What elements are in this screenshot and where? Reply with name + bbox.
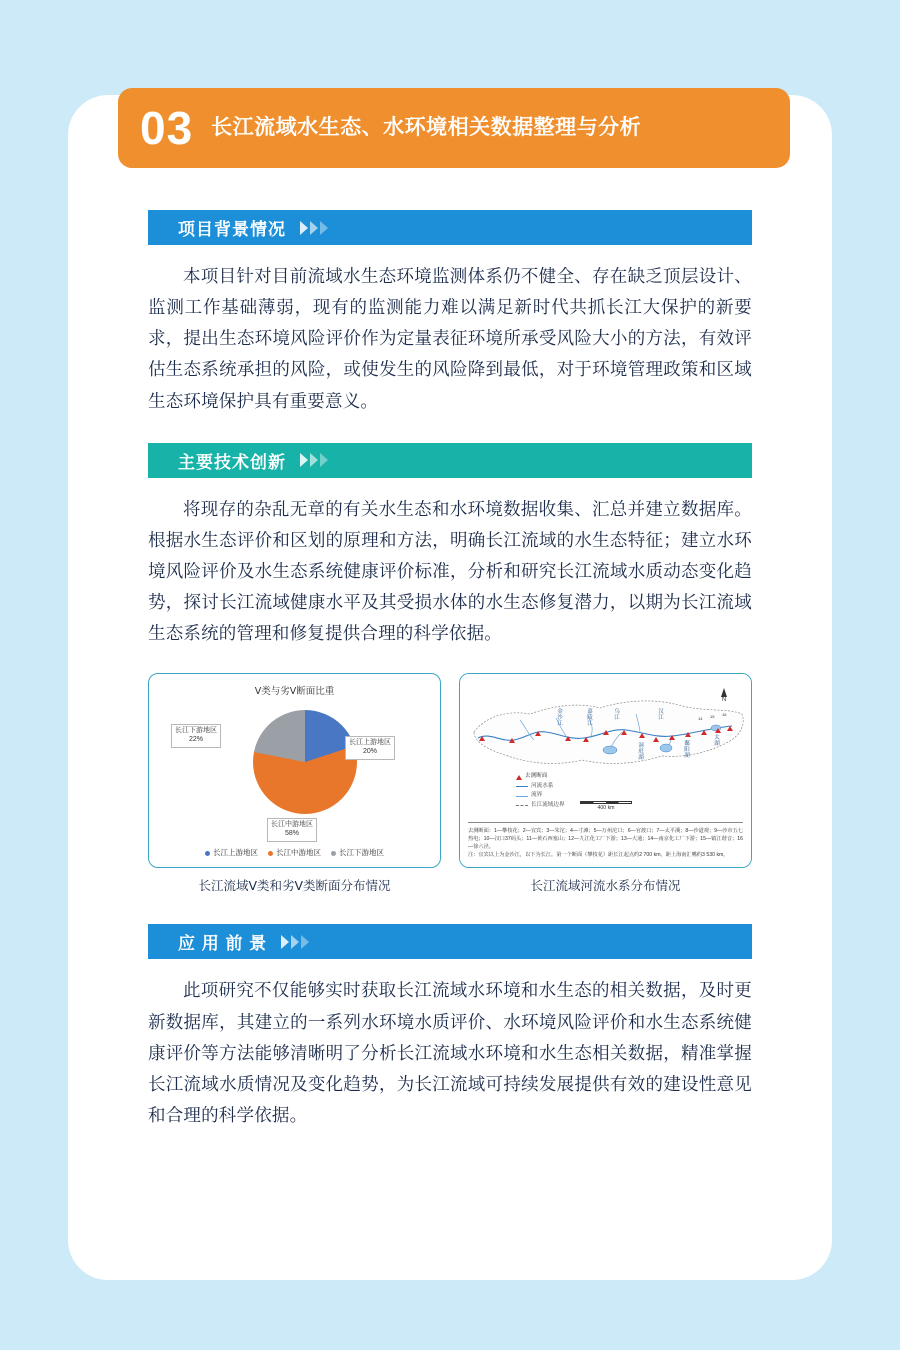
scale-bar-label: 400 km bbox=[597, 805, 615, 812]
map-legend bbox=[516, 772, 565, 810]
pie-label-downstream-name: 长江下游地区 bbox=[175, 727, 217, 735]
pie-label-midstream-value: 58% bbox=[284, 830, 299, 838]
svg-text:15: 15 bbox=[710, 714, 715, 720]
chevron-right-icon bbox=[300, 221, 328, 235]
figure-pie-frame bbox=[148, 673, 441, 868]
map-river-label-wujiang: 乌江 bbox=[613, 708, 619, 721]
pie-legend-label: 长江下游地区 bbox=[339, 848, 384, 858]
map-legend-item bbox=[516, 772, 565, 782]
figure-map bbox=[459, 673, 752, 894]
map-river-label-jialingjiang: 嘉陵江 bbox=[586, 708, 592, 727]
map-legend-label: 河流水系 bbox=[531, 782, 554, 789]
map-legend-item bbox=[516, 782, 565, 792]
section-application bbox=[148, 924, 752, 1131]
pie-legend bbox=[149, 847, 440, 858]
svg-text:14: 14 bbox=[698, 716, 703, 722]
map-legend-item bbox=[516, 791, 565, 801]
pie-legend-label: 长江中游地区 bbox=[276, 848, 321, 858]
content-body bbox=[148, 210, 752, 1157]
river-basin-map bbox=[460, 674, 751, 867]
map-legend-label: 流界 bbox=[531, 792, 543, 799]
section-innovation bbox=[148, 443, 752, 895]
map-notes bbox=[468, 828, 743, 859]
section-bar-innovation bbox=[148, 443, 752, 478]
map-note-line-1: 去测断面：1—攀枝花；2—宜宾；3—朱沱；4—寸滩；5—万州沱口；6—官渡口；7—太平溪；8—沙道观；9—沙市五七热电；10—汉口37码头；11—黄石西塞山；12—九江化工厂下游；13—大通；14—南京化工厂下游；15—镇江谐音；16—徐六泾。 bbox=[468, 828, 743, 850]
section-bar-label: 主要技术创新 bbox=[178, 452, 286, 472]
figure-caption: 长江流域河流水系分布情况 bbox=[530, 879, 681, 894]
triangle-icon bbox=[516, 775, 522, 780]
map-river-label-dongtinghu: 洞庭湖 bbox=[637, 742, 643, 761]
north-arrow-icon bbox=[721, 688, 727, 704]
map-legend-label: 长江流域边界 bbox=[531, 801, 565, 808]
figure-map-frame bbox=[459, 673, 752, 868]
section-number: 03 bbox=[140, 102, 194, 154]
pie-label-midstream-name: 长江中游地区 bbox=[271, 821, 313, 829]
section-bar-label: 应 用 前 景 bbox=[178, 934, 268, 954]
map-legend-label: 去测断面 bbox=[525, 773, 548, 780]
map-river-label-jinshajiang: 金沙江 bbox=[556, 708, 562, 727]
figure-caption: 长江流域Ⅴ类和劣Ⅴ类断面分布情况 bbox=[198, 879, 391, 894]
map-graphic bbox=[460, 680, 752, 800]
figure-row bbox=[148, 673, 752, 894]
map-river-label-hanjiang: 汉江 bbox=[657, 708, 663, 721]
section-paragraph: 将现存的杂乱无章的有关水生态和水环境数据收集、汇总并建立数据库。根据水生态评价和区划的原理和方法，明确长江流域的水生态特征；建立水环境风险评价及水生态系统健康评价标准，分析和研究长江流域水质动态变化趋势，探讨长江流域健康水平及其受损水体的水生态修复潜力，以期为长江流域生态系统的管理和修复提供合理的科学依据。 bbox=[148, 498, 752, 644]
map-river-label-poyanghu: 鄱阳湖 bbox=[683, 740, 689, 759]
pie-legend-item bbox=[268, 847, 321, 858]
pie-chart-circle bbox=[253, 710, 357, 814]
pie-legend-item bbox=[205, 847, 258, 858]
chevron-right-icon bbox=[300, 453, 328, 467]
dashed-line-icon bbox=[516, 805, 528, 806]
map-legend-item bbox=[516, 801, 565, 811]
chevron-right-icon bbox=[281, 935, 309, 949]
line-icon bbox=[516, 786, 528, 787]
map-note-divider bbox=[468, 822, 743, 823]
pie-label-upstream bbox=[345, 736, 395, 760]
pie-label-downstream bbox=[171, 724, 221, 748]
pie-label-downstream-value: 22% bbox=[188, 736, 203, 744]
pie-label-upstream-name: 长江上游地区 bbox=[349, 739, 391, 747]
map-scale-bar bbox=[580, 801, 632, 811]
section-paragraph: 此项研究不仅能够实时获取长江流域水环境和水生态的相关数据，及时更新数据库，其建立的一系列水环境水质评价、水环境风险评价和水生态系统健康评价等方法能够清晰明了分析长江流域水环境和水生态相关数据，精准掌握长江流域水质情况及变化趋势，为长江流域可持续发展提供有效的建设性意见和合理的科学依据。 bbox=[148, 980, 752, 1125]
pie-legend-item bbox=[331, 847, 384, 858]
scale-bar-graphic bbox=[580, 801, 632, 804]
section-background bbox=[148, 210, 752, 417]
pie-label-midstream bbox=[267, 818, 317, 842]
pie-chart bbox=[149, 674, 440, 867]
pie-label-upstream-value: 20% bbox=[362, 748, 377, 756]
svg-text:16: 16 bbox=[722, 712, 727, 718]
section-paragraph: 本项目针对目前流域水生态环境监测体系仍不健全、存在缺乏顶层设计、监测工作基础薄弱，现有的监测能力难以满足新时代共抓长江大保护的新要求，提出生态环境风险评价作为定量表征环境所承受风险大小的方法，有效评估生态系统承担的风险，或使发生的风险降到最低，对于环境管理政策和区域生态环境保护具有重要意义。 bbox=[148, 266, 752, 411]
map-note-line-2: 注：宜宾以上为金沙江，以下为长江。第一个断面（攀枝花）距长江起点约2 700 km，距上海南汇嘴约3 530 km。 bbox=[468, 851, 729, 858]
section-bar-label: 项目背景情况 bbox=[178, 220, 286, 239]
figure-pie bbox=[148, 673, 441, 894]
pie-chart-title: Ⅴ类与劣Ⅴ断面比重 bbox=[254, 686, 335, 698]
section-bar-application bbox=[148, 924, 752, 959]
section-header-banner bbox=[118, 88, 790, 168]
section-title: 长江流域水生态、水环境相关数据整理与分析 bbox=[211, 115, 642, 139]
line-icon bbox=[516, 796, 528, 797]
section-bar-background bbox=[148, 210, 752, 245]
map-river-label-taihu: 太湖 bbox=[713, 734, 719, 747]
north-label: N bbox=[721, 697, 727, 704]
pie-legend-label: 长江上游地区 bbox=[213, 848, 258, 858]
